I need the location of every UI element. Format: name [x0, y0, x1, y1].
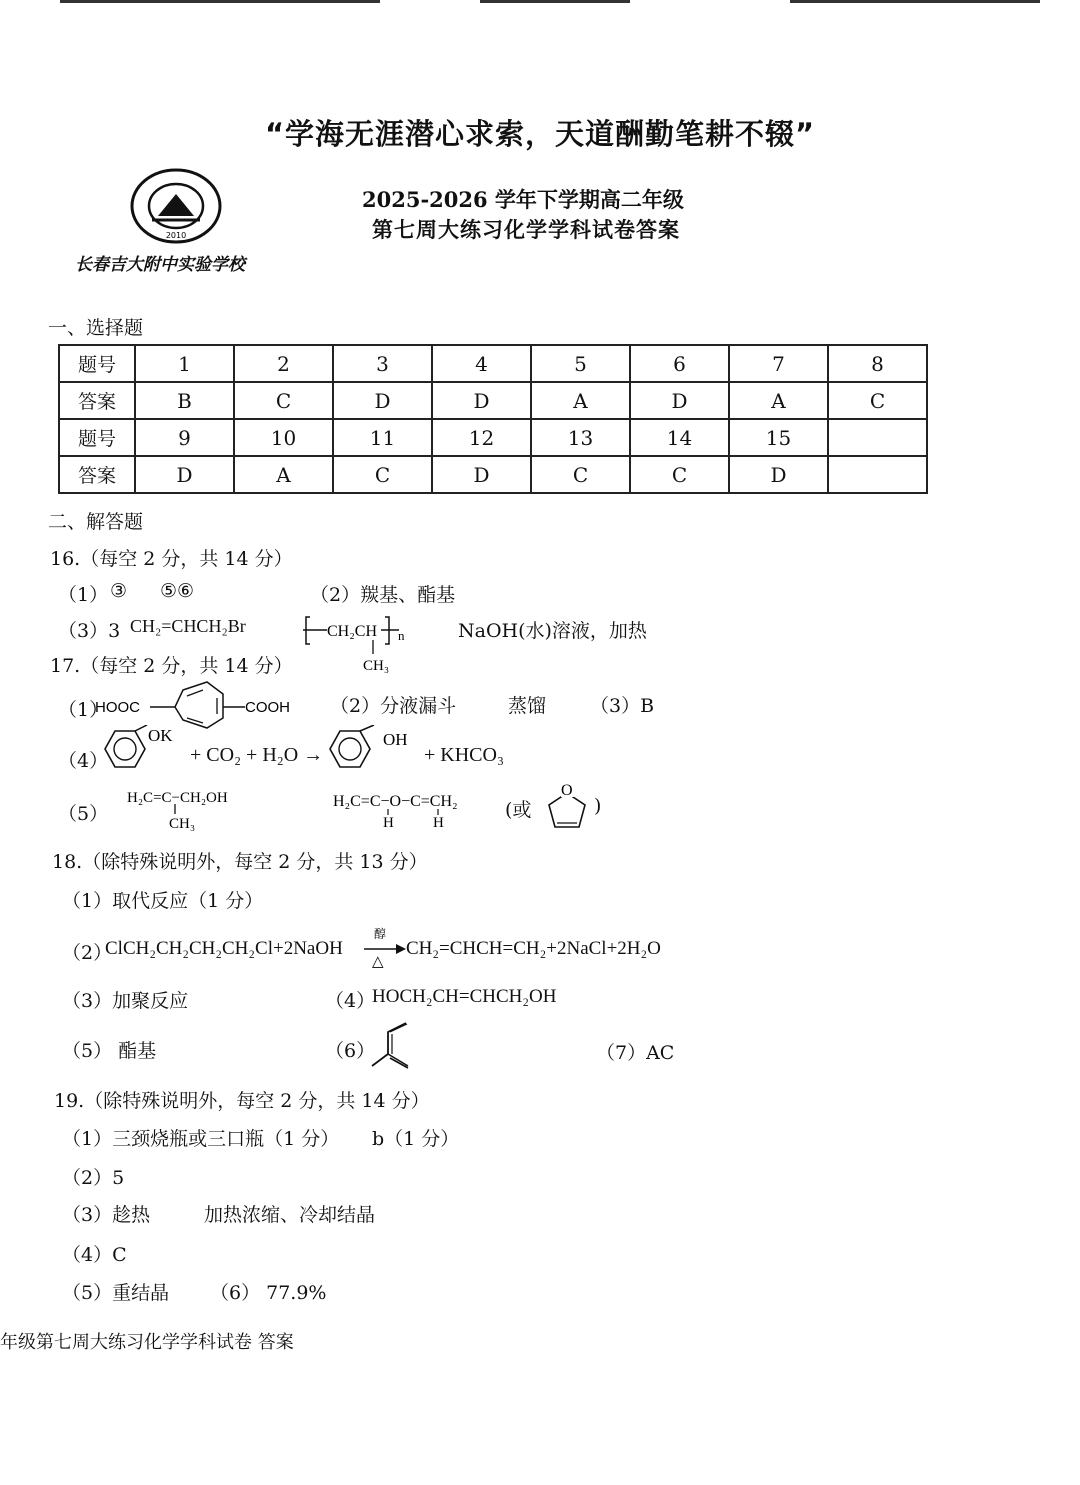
polymer-main: CH₂CH [327, 623, 378, 640]
q17-p3: （3）B [590, 695, 655, 717]
reaction-arrow [362, 924, 408, 970]
acid-left: HOOC [95, 699, 140, 716]
table-cell: B [135, 382, 234, 419]
table-row [59, 382, 927, 419]
q18-p2-label: （2） [62, 942, 113, 964]
page-footer: 年级第七周大练习化学学科试卷 答案 [0, 1332, 294, 1353]
section1-title: 一、选择题 [48, 317, 144, 339]
table-cell: 4 [432, 345, 531, 382]
table-row [59, 345, 927, 382]
school-name: 长春吉大附中实验学校 [75, 255, 245, 275]
school-logo [128, 168, 224, 248]
q19-p3-b: 加热浓缩、冷却结晶 [204, 1204, 376, 1226]
table-cell: D [333, 382, 432, 419]
table-cell: C [828, 382, 927, 419]
ring-oxygen: O [561, 782, 573, 799]
q17-p5-or: (或 [505, 799, 532, 821]
table-row [59, 419, 927, 456]
table-cell: 13 [531, 419, 630, 456]
q16-head: 16.（每空 2 分，共 14 分） [50, 548, 293, 570]
ether-top: H₂C=C−O−C=CH₂ [333, 793, 458, 810]
table-row [59, 456, 927, 493]
q19-p5: （5）重结晶 [62, 1282, 170, 1304]
logo-year: 2010 [165, 231, 187, 240]
row-label-q: 题号 [59, 419, 135, 456]
q19-p3: （3）趁热 [62, 1204, 151, 1226]
alcohol-structure [125, 782, 265, 832]
table-cell: 11 [333, 419, 432, 456]
table-cell: C [630, 456, 729, 493]
table-cell: 6 [630, 345, 729, 382]
table-cell: D [432, 382, 531, 419]
q17-p5-label: （5） [58, 803, 109, 825]
q17-p1-label: （1） [58, 699, 109, 721]
alcohol-top: H₂C=C−CH₂OH [127, 790, 228, 806]
phenol-structure [328, 725, 418, 777]
table-cell: C [531, 456, 630, 493]
q19-p2: （2）5 [62, 1167, 125, 1189]
table-cell: D [432, 456, 531, 493]
ether-h2: H [433, 815, 444, 831]
q17-p4-end: + KHCO₃ [424, 744, 504, 766]
q16-p1-a: ③ [110, 580, 128, 602]
dihydrofuran-structure [543, 773, 593, 835]
q19-p1: （1）三颈烧瓶或三口瓶（1 分） [62, 1128, 340, 1150]
exam-title-line2: 第七周大练习化学学科试卷答案 [372, 217, 680, 242]
phenol-oh: OH [383, 730, 408, 749]
table-cell: 14 [630, 419, 729, 456]
table-cell: 7 [729, 345, 828, 382]
q18-p2-left: ClCH₂CH₂CH₂CH₂Cl+2NaOH [105, 938, 343, 959]
table-cell: C [234, 382, 333, 419]
q19-p6: （6） 77.9% [210, 1282, 327, 1304]
table-cell: 10 [234, 419, 333, 456]
terephthalic-acid-structure [95, 680, 305, 730]
table-cell: 12 [432, 419, 531, 456]
q18-p2-right: CH₂=CHCH=CH₂+2NaCl+2H₂O [406, 938, 661, 959]
potassium-phenoxide-structure [93, 725, 183, 777]
q16-p3-formula: CH₂=CHCH₂Br [130, 616, 246, 636]
q17-head: 17.（每空 2 分，共 14 分） [50, 655, 293, 677]
q18-p7: （7）AC [596, 1042, 675, 1064]
table-cell: 5 [531, 345, 630, 382]
q16-p3-label: （3）3 [58, 620, 121, 642]
row-label-q: 题号 [59, 345, 135, 382]
phenoxide-ok: OK [148, 726, 173, 745]
table-cell: C [333, 456, 432, 493]
scan-artifact [60, 0, 380, 3]
q18-p4: HOCH₂CH=CHCH₂OH [372, 986, 557, 1007]
table-cell: D [135, 456, 234, 493]
scan-artifact [790, 0, 1040, 3]
table-cell: D [630, 382, 729, 419]
divinyl-ether-structure [333, 782, 503, 832]
q18-head: 18.（除特殊说明外，每空 2 分，共 13 分） [52, 851, 428, 873]
polymer-n: n [398, 628, 405, 643]
table-cell: A [531, 382, 630, 419]
q16-p1-b: ⑤⑥ [160, 580, 195, 602]
motto: “学海无涯潜心求索，天道酬勤笔耕不辍” [264, 117, 816, 151]
q18-p1: （1）取代反应（1 分） [62, 890, 264, 912]
row-label-a: 答案 [59, 456, 135, 493]
acid-right: COOH [245, 699, 290, 716]
isoprene-structure [366, 1020, 416, 1072]
exam-title-line1: 2025-2026 学年下学期高二年级 [362, 187, 684, 212]
table-cell: 9 [135, 419, 234, 456]
cond-top: 醇 [374, 927, 387, 941]
cond-bottom: △ [372, 952, 384, 970]
polymer-sub: CH₃ [363, 658, 390, 674]
table-cell: D [729, 456, 828, 493]
q18-p6: （6） [325, 1040, 376, 1062]
q19-p1-b: b（1 分） [372, 1128, 460, 1150]
q19-p4: （4）C [62, 1244, 127, 1266]
q18-p5: （5） 酯基 [62, 1040, 157, 1062]
table-cell: 8 [828, 345, 927, 382]
answer-table [58, 344, 928, 494]
scan-artifact [480, 0, 630, 3]
q17-p2-b: 蒸馏 [508, 695, 547, 717]
polymer-structure [303, 612, 418, 674]
table-cell: 3 [333, 345, 432, 382]
q17-p5-close: ) [594, 795, 602, 817]
alcohol-bot: CH₃ [169, 816, 196, 832]
q17-p4-label: （4） [58, 750, 109, 772]
table-cell: 1 [135, 345, 234, 382]
table-cell [828, 419, 927, 456]
ether-h1: H [383, 815, 394, 831]
section2-title: 二、解答题 [48, 511, 144, 533]
row-label-a: 答案 [59, 382, 135, 419]
q18-p4-label: （4） [325, 990, 376, 1012]
q16-p3-condition: NaOH(水)溶液，加热 [458, 620, 647, 642]
q16-p2: （2）羰基、酯基 [310, 584, 456, 606]
q17-p2: （2）分液漏斗 [330, 695, 457, 717]
table-cell: 15 [729, 419, 828, 456]
table-cell: A [234, 456, 333, 493]
q18-p3: （3）加聚反应 [62, 990, 189, 1012]
q16-p1-label: （1） [58, 584, 109, 606]
q19-head: 19.（除特殊说明外，每空 2 分，共 14 分） [54, 1090, 430, 1112]
table-cell: A [729, 382, 828, 419]
q17-p4-mid: + CO₂ + H₂O → [190, 744, 324, 766]
table-cell: 2 [234, 345, 333, 382]
table-cell [828, 456, 927, 493]
